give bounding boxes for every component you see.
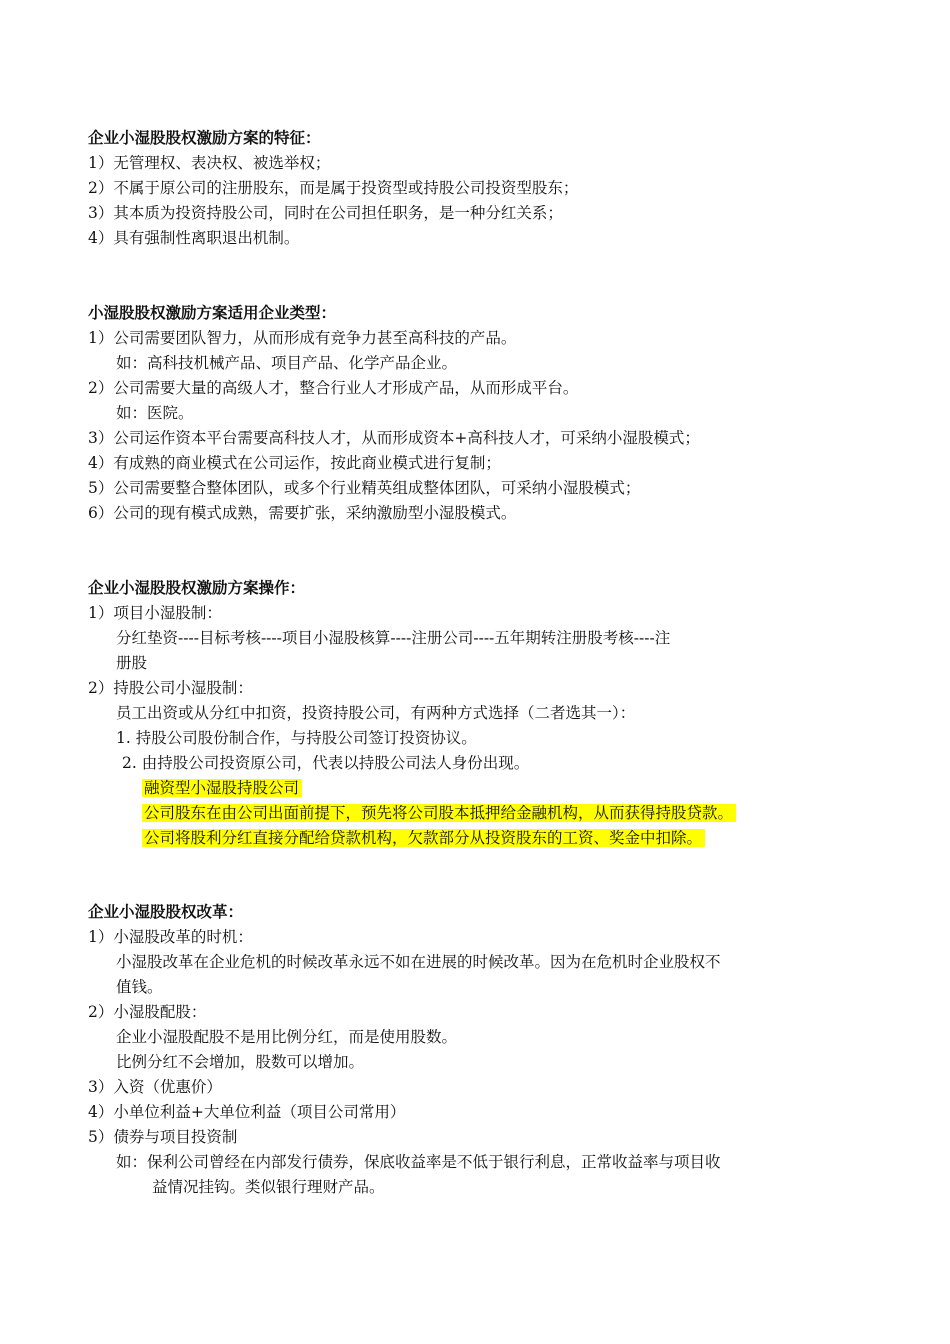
- section-heading-features: 企业小湿股股权激励方案的特征：: [88, 128, 321, 147]
- body-text: 员工出资或从分红中扣资，投资持股公司，有两种方式选择（二者选其一）：: [116, 704, 636, 722]
- body-text: 册股: [116, 654, 148, 672]
- highlighted-text: 融资型小湿股持股公司: [142, 779, 302, 797]
- body-text: 值钱。: [116, 978, 163, 996]
- list-item: 1）无管理权、表决权、被选举权；: [88, 154, 331, 172]
- highlighted-line: [142, 776, 302, 800]
- numbered-item: 1. 持股公司股份制合作，与持股公司签订投资协议。: [116, 729, 477, 747]
- body-text: 企业小湿股配股不是用比例分红，而是使用股数。: [116, 1028, 458, 1046]
- list-item: 4）小单位利益+大单位利益（项目公司常用）: [88, 1103, 406, 1121]
- list-item: 3）入资（优惠价）: [88, 1078, 222, 1096]
- example-text: 如：医院。: [116, 404, 194, 422]
- highlighted-text: 公司股东在由公司出面前提下，预先将公司股本抵押给金融机构，从而获得持股贷款。: [142, 804, 736, 822]
- body-text: 小湿股改革在企业危机的时候改革永远不如在进展的时候改革。因为在危机时企业股权不: [116, 953, 721, 971]
- list-item: 2）公司需要大量的高级人才，整合行业人才形成产品，从而形成平台。: [88, 379, 579, 397]
- section-heading-applicable-types: 小湿股股权激励方案适用企业类型：: [88, 303, 337, 322]
- highlighted-line: [142, 826, 705, 850]
- highlighted-line: [142, 801, 736, 825]
- list-item: 2）小湿股配股：: [88, 1003, 207, 1021]
- list-item: 2）持股公司小湿股制：: [88, 679, 253, 697]
- list-item: 5）债券与项目投资制: [88, 1128, 238, 1146]
- list-item: 3）公司运作资本平台需要高科技人才，从而形成资本+高科技人才，可采纳小湿股模式；: [88, 429, 700, 447]
- example-text: 如：高科技机械产品、项目产品、化学产品企业。: [116, 354, 458, 372]
- list-item: 5）公司需要整合整体团队，或多个行业精英组成整体团队，可采纳小湿股模式；: [88, 479, 641, 497]
- list-item: 3）其本质为投资持股公司，同时在公司担任职务，是一种分红关系；: [88, 204, 563, 222]
- example-text: 如：保利公司曾经在内部发行债券，保底收益率是不低于银行利息，正常收益率与项目收: [116, 1153, 721, 1171]
- list-item: 1）小湿股改革的时机：: [88, 928, 253, 946]
- list-item: 4）有成熟的商业模式在公司运作，按此商业模式进行复制；: [88, 454, 501, 472]
- list-item: 4）具有强制性离职退出机制。: [88, 229, 300, 247]
- list-item: 2）不属于原公司的注册股东，而是属于投资型或持股公司投资型股东；: [88, 179, 579, 197]
- example-text: 益情况挂钩。类似银行理财产品。: [152, 1178, 385, 1196]
- numbered-item: 2. 由持股公司投资原公司，代表以持股公司法人身份出现。: [122, 754, 530, 772]
- body-text: 比例分红不会增加，股数可以增加。: [116, 1053, 365, 1071]
- section-heading-reform: 企业小湿股股权改革：: [88, 902, 244, 921]
- highlighted-text: 公司将股利分红直接分配给贷款机构，欠款部分从投资股东的工资、奖金中扣除。: [142, 829, 705, 847]
- list-item: 1）项目小湿股制：: [88, 604, 222, 622]
- section-heading-operation: 企业小湿股股权激励方案操作：: [88, 578, 306, 597]
- body-text: 分红垫资----目标考核----项目小湿股核算----注册公司----五年期转注册股考核----注: [116, 629, 671, 647]
- list-item: 6）公司的现有模式成熟，需要扩张，采纳激励型小湿股模式。: [88, 504, 517, 522]
- list-item: 1）公司需要团队智力，从而形成有竞争力甚至高科技的产品。: [88, 329, 517, 347]
